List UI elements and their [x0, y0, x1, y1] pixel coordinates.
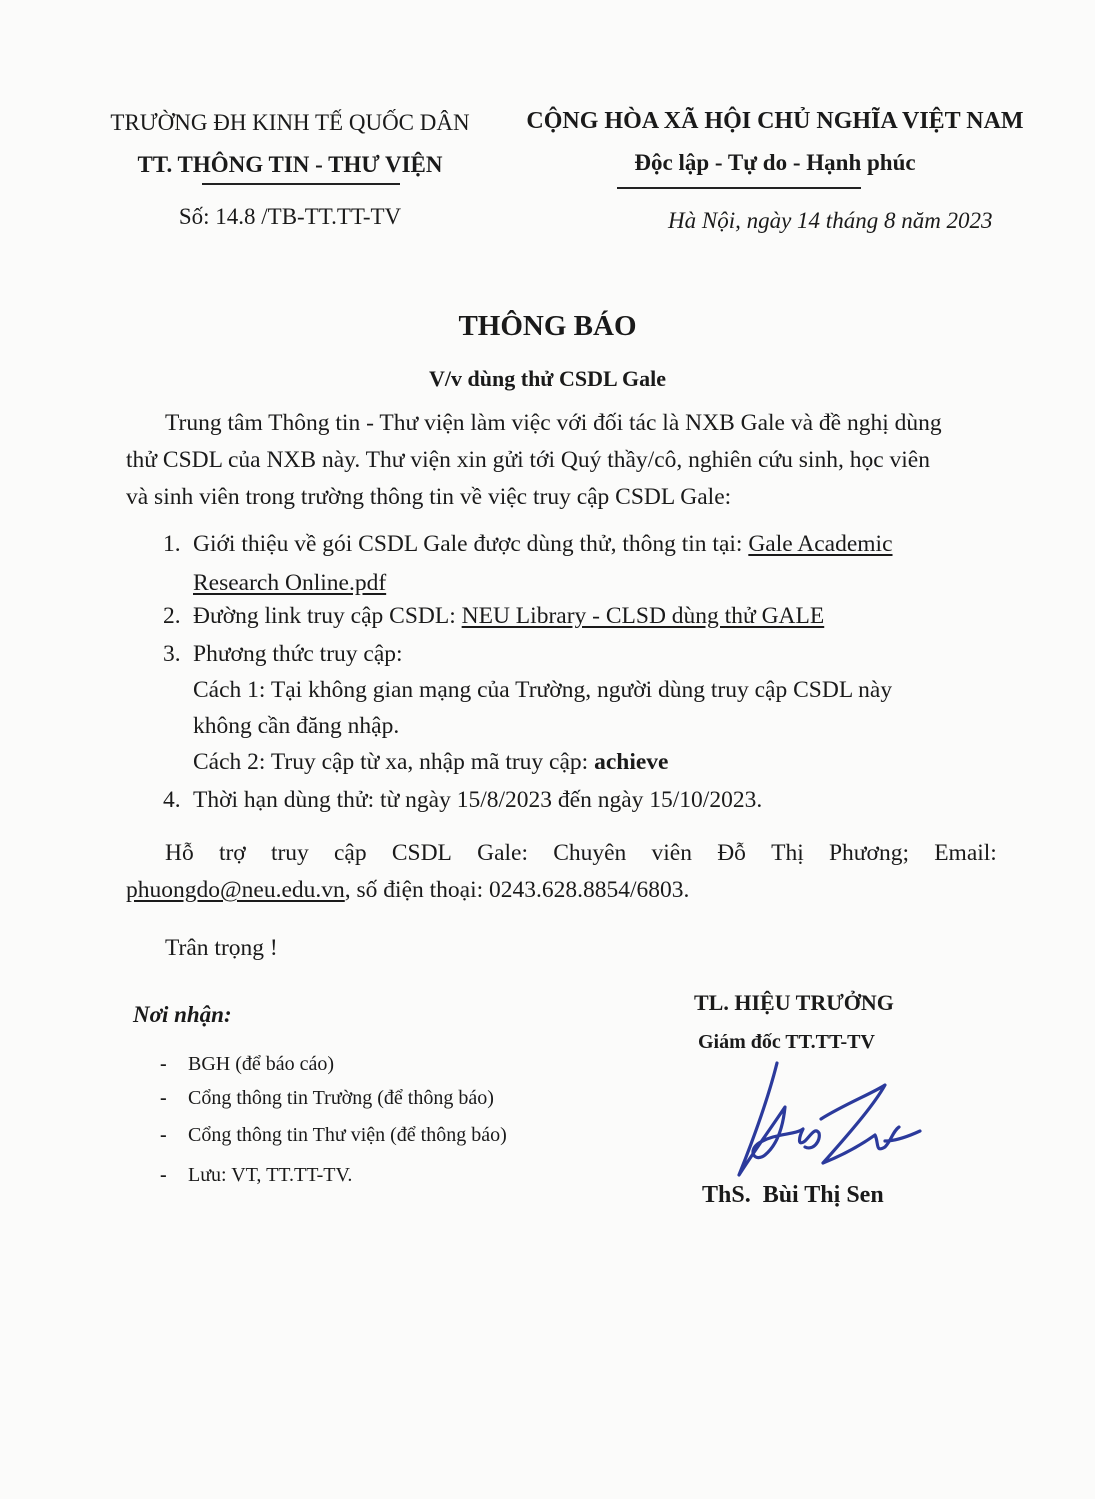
support-word: CSDL: [391, 840, 452, 866]
item-text: Đường link truy cập CSDL:: [193, 603, 462, 629]
phone-text: , số điện thoại: 0243.628.8854/6803.: [344, 877, 690, 903]
recipients-label: Nơi nhận:: [133, 1002, 232, 1027]
recipient-text: Cổng thông tin Trường (để thông báo): [188, 1087, 494, 1109]
recipient-dash: -: [160, 1087, 167, 1109]
document-number: Số: 14.8 /TB-TT.TT-TV: [178, 204, 402, 229]
recipient-dash: -: [160, 1053, 167, 1075]
support-line-1: [165, 835, 997, 872]
item-number: 3.: [163, 641, 181, 667]
place-date: Hà Nội, ngày 14 tháng 8 năm 2023: [668, 208, 993, 233]
recipient-item: [160, 1124, 507, 1147]
access-code: achieve: [594, 749, 669, 775]
neu-library-link[interactable]: NEU Library - CLSD dùng thử GALE: [461, 603, 825, 629]
subtitle: V/v dùng thử CSDL Gale: [429, 366, 666, 391]
support-word: Email:: [934, 840, 997, 866]
closing: Trân trọng !: [165, 935, 278, 961]
access-method-1: Cách 1: Tại không gian mạng của Trường, người dùng truy cập CSDL này: [193, 677, 893, 703]
email-link[interactable]: phuongdo@neu.edu.vn: [126, 877, 345, 903]
handwritten-signature: [725, 1055, 930, 1185]
list-item: [163, 598, 824, 635]
intro-line-3: và sinh viên trong trường thông tin về việc truy cập CSDL Gale:: [126, 484, 732, 510]
support-word: trợ: [218, 840, 246, 866]
recipient-dash: -: [160, 1164, 167, 1186]
org-underline: [202, 183, 400, 185]
recipient-item: [160, 1087, 494, 1110]
list-item: [163, 526, 893, 563]
recipient-text: Cổng thông tin Thư viện (để thông báo): [188, 1124, 507, 1146]
list-item: [163, 636, 403, 673]
support-word: Chuyên: [553, 840, 627, 866]
support-word: Phương;: [828, 840, 909, 866]
org-name: TRƯỜNG ĐH KINH TẾ QUỐC DÂN: [110, 110, 470, 135]
recipient-item: [160, 1053, 334, 1076]
item-number: 4.: [163, 787, 181, 813]
page-title: THÔNG BÁO: [458, 310, 637, 342]
org-unit: TT. THÔNG TIN - THƯ VIỆN: [137, 152, 443, 177]
signer-title: Giám đốc TT.TT-TV: [698, 1031, 875, 1053]
item-text: Phương thức truy cập:: [193, 641, 403, 667]
support-word: Đỗ: [717, 840, 746, 866]
motto: Độc lập - Tự do - Hạnh phúc: [634, 150, 916, 175]
recipient-dash: -: [160, 1124, 167, 1146]
access-method-2: [193, 744, 668, 781]
access-method-1-continued: không cần đăng nhập.: [193, 713, 400, 739]
item-number: 1.: [163, 531, 181, 557]
list-item: [163, 782, 762, 819]
support-word: viên: [651, 840, 692, 866]
recipient-text: Lưu: VT, TT.TT-TV.: [188, 1164, 353, 1186]
support-word: Thị: [771, 840, 804, 866]
recipient-text: BGH (để báo cáo): [188, 1053, 335, 1075]
item-text: Thời hạn dùng thử: từ ngày 15/8/2023 đến ngày 15/10/2023.: [193, 787, 763, 813]
item-text: Giới thiệu về gói CSDL Gale được dùng thử, thông tin tại:: [193, 531, 749, 557]
support-word: truy: [270, 840, 309, 866]
intro-line-1: Trung tâm Thông tin - Thư viện làm việc với đối tác là NXB Gale và đề nghị dùng: [165, 410, 942, 436]
gale-pdf-link-continued[interactable]: Research Online.pdf: [193, 570, 387, 596]
item-number: 2.: [163, 603, 181, 629]
motto-underline: [617, 187, 861, 189]
signer-name: ThS. Bùi Thị Sen: [702, 1182, 884, 1208]
support-word: Gale:: [477, 840, 528, 866]
intro-line-2: thử CSDL của NXB này. Thư viện xin gửi tới Quý thầy/cô, nghiên cứu sinh, học viên: [126, 447, 930, 473]
support-word: cập: [334, 840, 367, 866]
signer-role: TL. HIỆU TRƯỞNG: [694, 990, 894, 1015]
recipient-item: [160, 1164, 352, 1187]
gale-pdf-link[interactable]: Gale Academic: [748, 531, 893, 557]
support-word: Hỗ: [165, 840, 194, 866]
nation-title: CỘNG HÒA XÃ HỘI CHỦ NGHĨA VIỆT NAM: [526, 108, 1024, 134]
support-line-2: [126, 872, 689, 909]
access-method-2-text: Cách 2: Truy cập từ xa, nhập mã truy cập:: [193, 749, 595, 775]
